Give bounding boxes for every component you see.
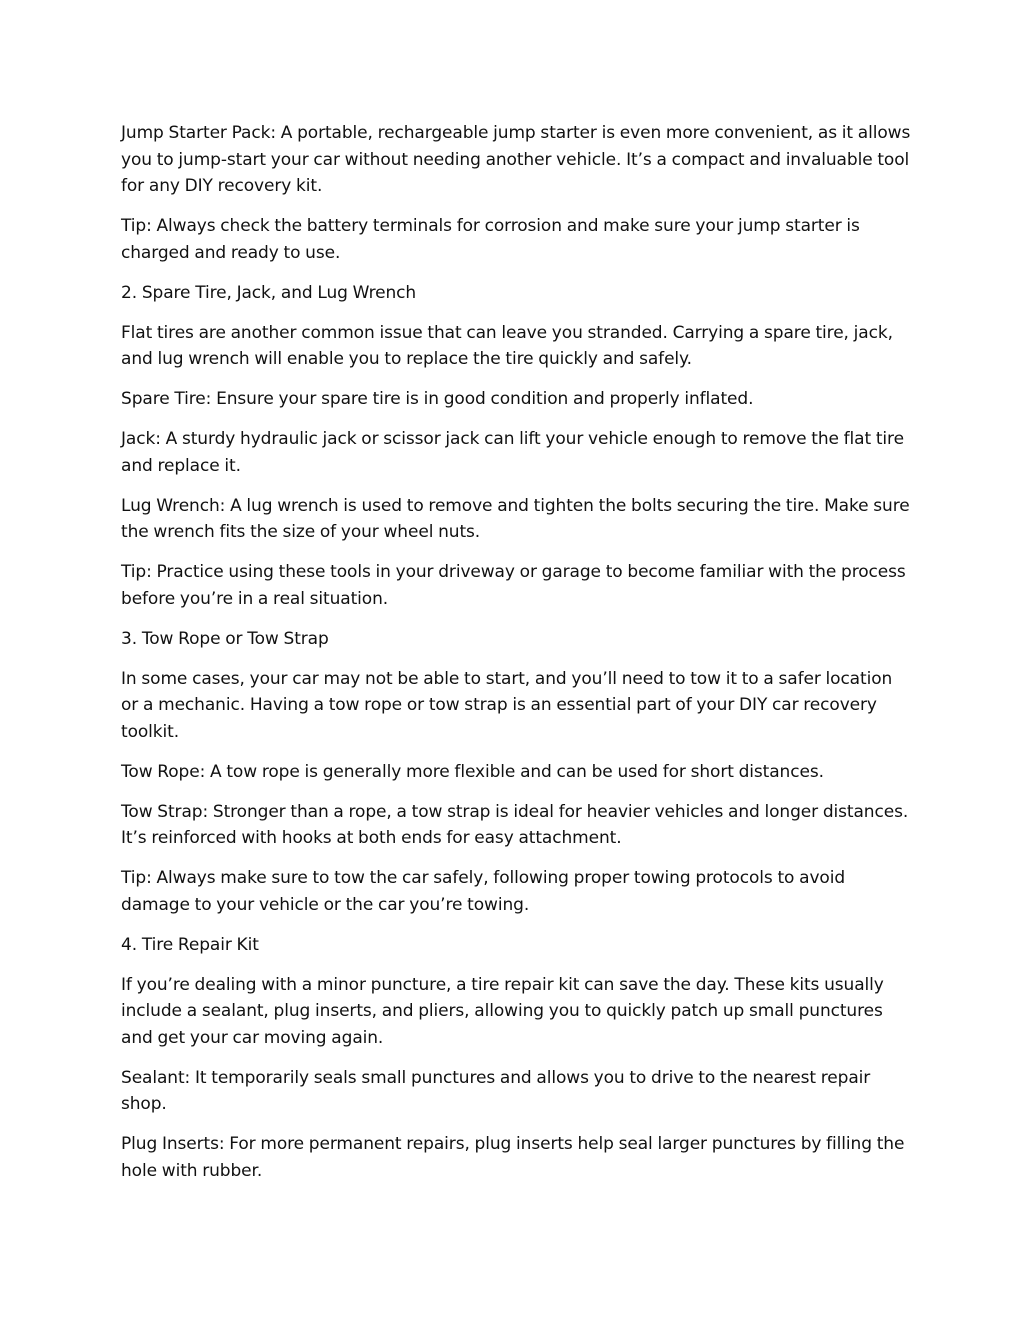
paragraph-spare-tire: Spare Tire: Ensure your spare tire is in good condition and properly inflated. [121, 389, 754, 409]
paragraph-lug-wrench: Lug Wrench: A lug wrench is used to remove and tighten the bolts securing the tire. Make sure the wrench fits the size of your wheel nuts. [121, 495, 910, 542]
paragraph-tow-intro: In some cases, your car may not be able to start, and you’ll need to tow it to a safer location or a mechanic. Having a tow rope or tow strap is an essential part of your DIY car recovery toolkit. [121, 668, 893, 742]
document-page [121, 120, 911, 1198]
paragraph-sealant: Sealant: It temporarily seals small punctures and allows you to drive to the nearest repair shop. [121, 1067, 871, 1114]
section-heading-spare-tire: 2. Spare Tire, Jack, and Lug Wrench [121, 282, 417, 303]
paragraph-jump-starter-pack: Jump Starter Pack: A portable, rechargeable jump starter is even more convenient, as it allows you to jump-start your car without needing another vehicle. It’s a compact and invaluable tool for any DIY recovery kit. [121, 123, 911, 196]
paragraph-tip-battery: Tip: Always check the battery terminals for corrosion and make sure your jump starter is charged and ready to use. [121, 216, 860, 263]
paragraph-tow-strap: Tow Strap: Stronger than a rope, a tow strap is ideal for heavier vehicles and longer distances. It’s reinforced with hooks at both ends for easy attachment. [121, 801, 909, 848]
paragraph-plug-inserts: Plug Inserts: For more permanent repairs, plug inserts help seal larger punctures by filling the hole with rubber. [121, 1134, 905, 1181]
paragraph-jack: Jack: A sturdy hydraulic jack or scissor jack can lift your vehicle enough to remove the flat tire and replace it. [121, 429, 904, 476]
paragraph-flat-tires: Flat tires are another common issue that can leave you stranded. Carrying a spare tire, jack, and lug wrench will enable you to replace the tire quickly and safely. [121, 322, 893, 369]
paragraph-tow-rope: Tow Rope: A tow rope is generally more flexible and can be used for short distances. [121, 761, 824, 782]
section-heading-tire-repair-kit: 4. Tire Repair Kit [121, 934, 259, 955]
section-heading-tow-rope: 3. Tow Rope or Tow Strap [121, 628, 329, 649]
paragraph-tip-practice: Tip: Practice using these tools in your driveway or garage to become familiar with the process before you’re in a real situation. [121, 562, 906, 609]
paragraph-tire-repair-intro: If you’re dealing with a minor puncture, a tire repair kit can save the day. These kits usually include a sealant, plug inserts, and pliers, allowing you to quickly patch up small punctures and get your car moving again. [121, 974, 884, 1048]
paragraph-tip-towing: Tip: Always make sure to tow the car safely, following proper towing protocols to avoid damage to your vehicle or the car you’re towing. [121, 868, 846, 915]
